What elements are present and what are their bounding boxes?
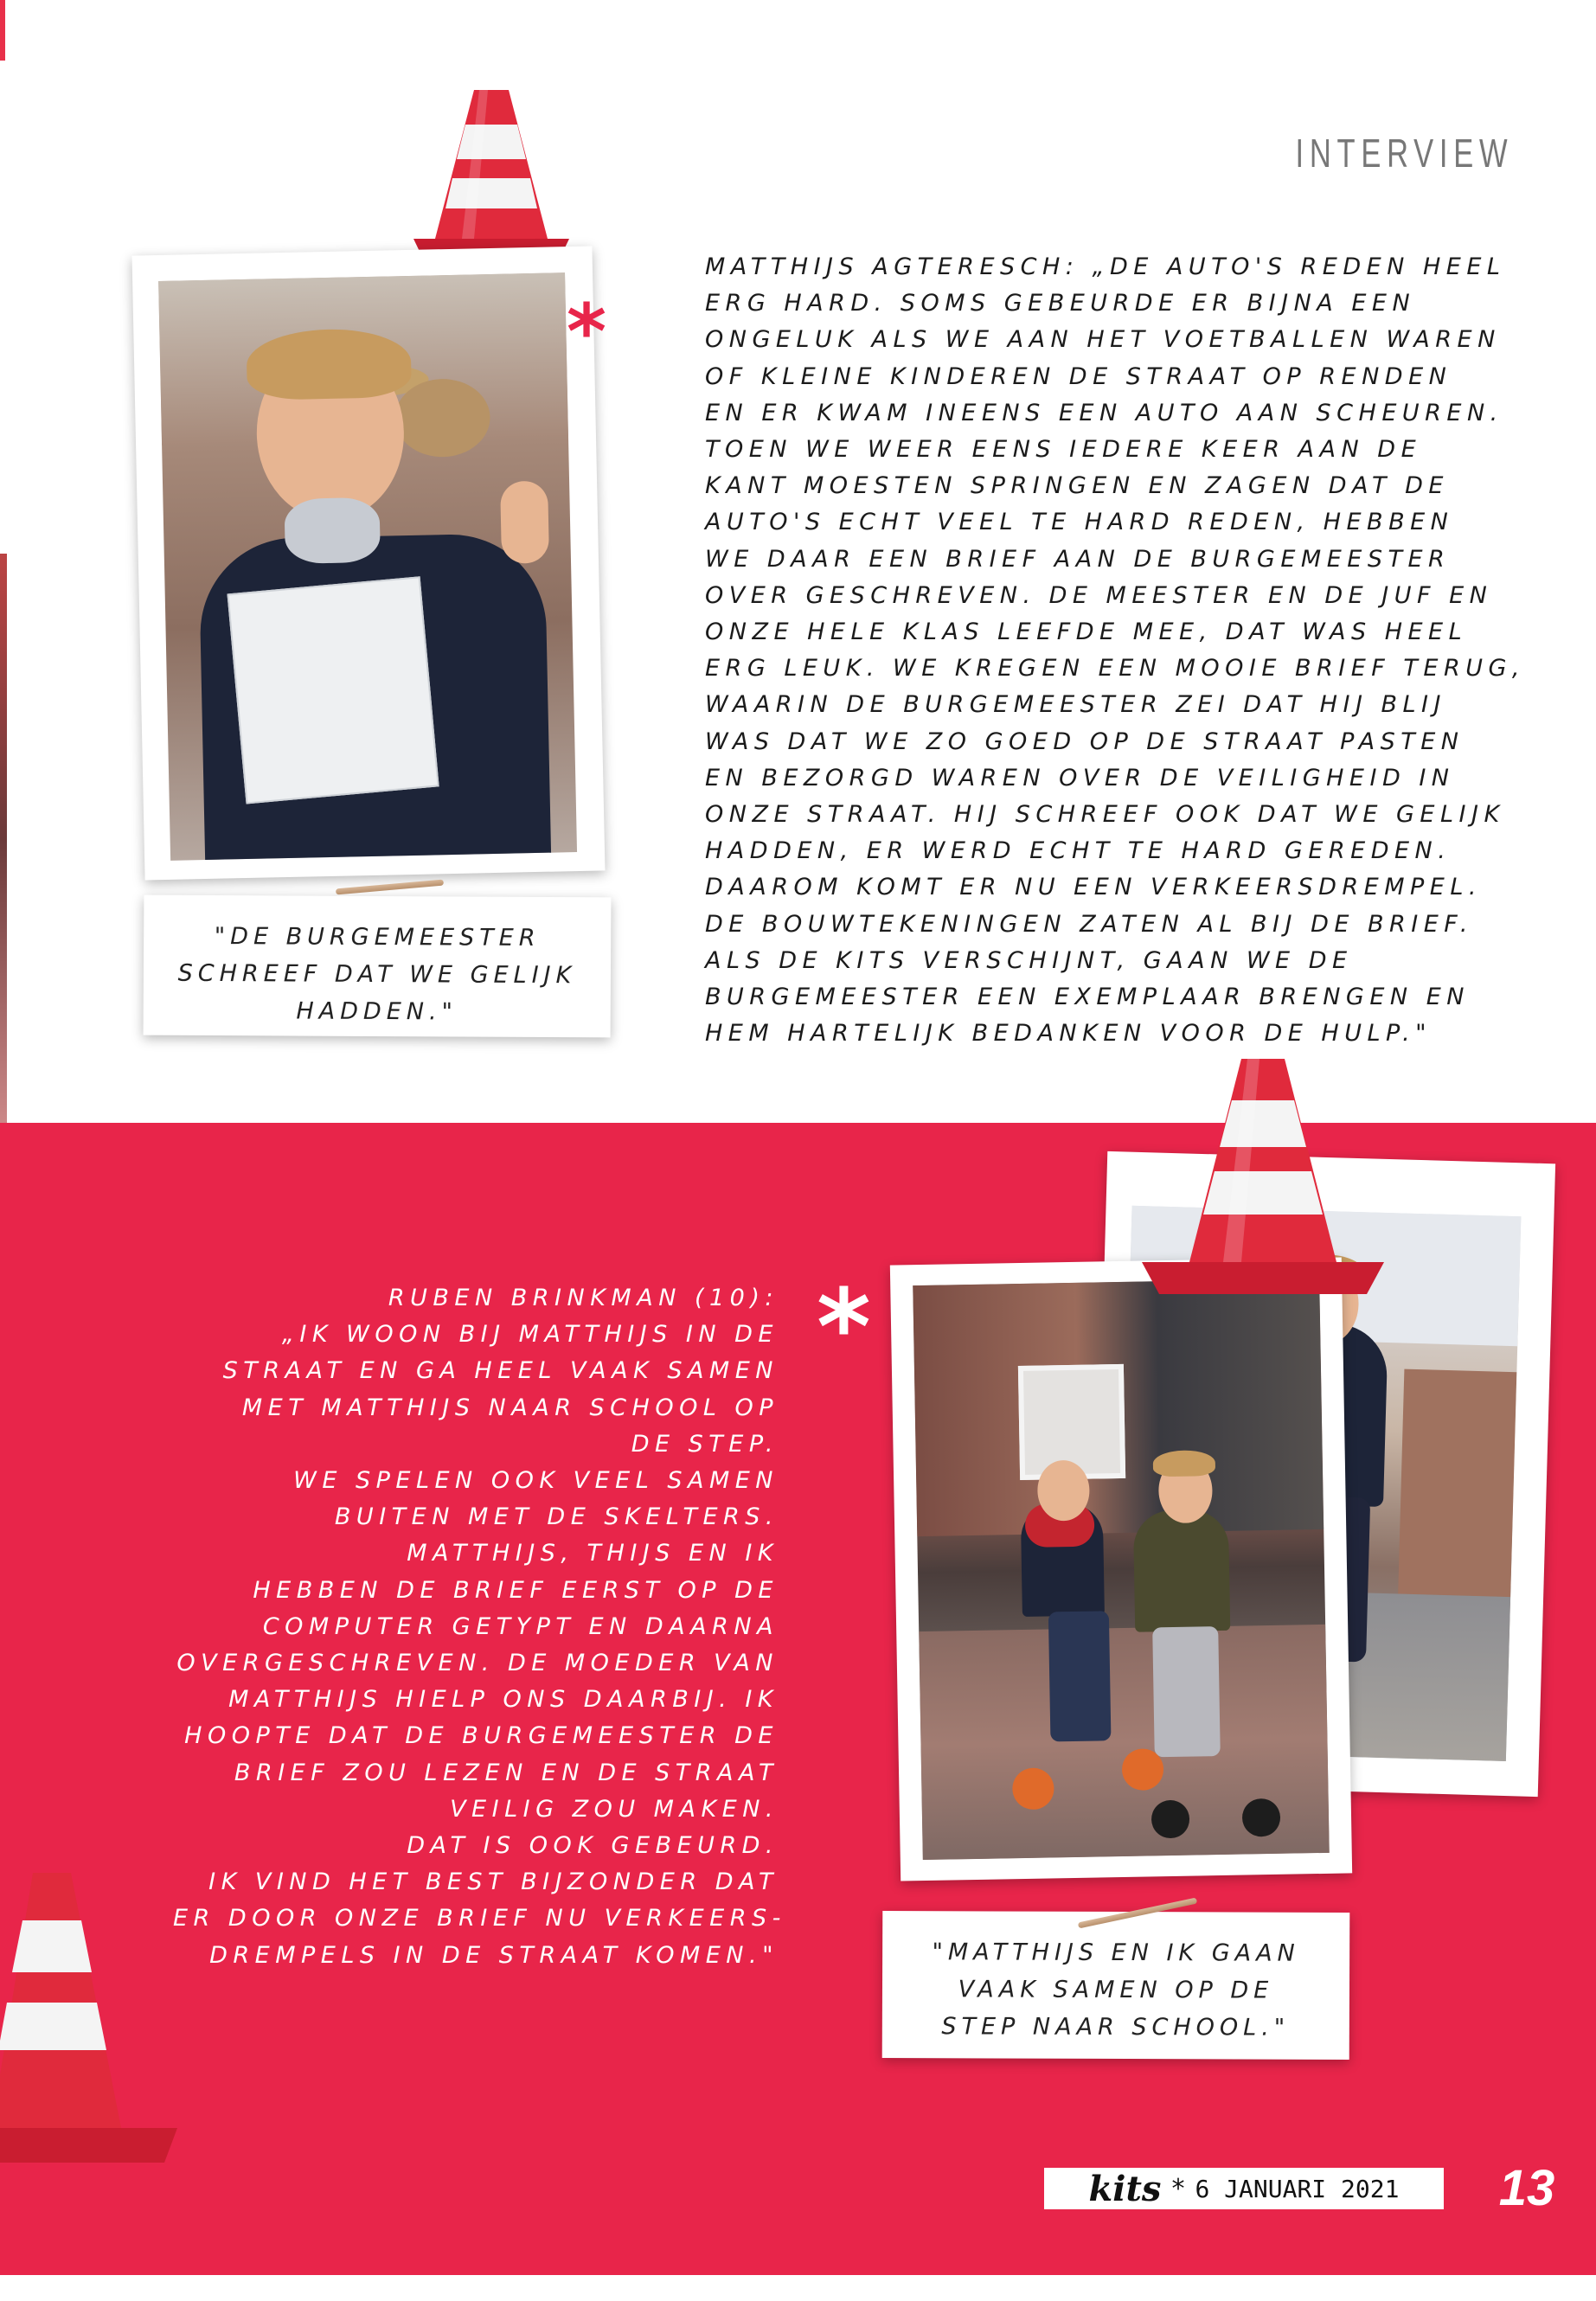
quote-line: COMPUTER GETYPT EN DAARNA — [262, 1612, 779, 1640]
caption-card-top — [144, 895, 612, 1038]
traffic-cone-bottom-left — [0, 1864, 190, 2176]
caption-line: STEP NAAR SCHOOL." — [941, 2013, 1291, 2041]
caption-line: HADDEN." — [296, 997, 458, 1026]
text-line: DE BOUWTEKENINGEN ZATEN AL BIJ DE BRIEF. — [705, 910, 1473, 938]
photo-boy-with-letter — [158, 272, 577, 861]
quote-line: WE SPELEN OOK VEEL SAMEN — [293, 1467, 779, 1495]
text-line: ONZE STRAAT. HIJ SCHREEF OOK DAT WE GELIJK — [705, 801, 1505, 829]
quote-line: BUITEN MET DE SKELTERS. — [334, 1503, 779, 1531]
text-line: ONZE HELE KLAS LEEFDE MEE, DAT WAS HEEL — [705, 619, 1468, 646]
text-line: MATTHIJS AGTERESCH: „DE AUTO'S REDEN HEEL — [705, 253, 1506, 280]
quote-line: MATTHIJS, THIJS EN IK — [407, 1540, 779, 1567]
section-label: INTERVIEW — [1295, 131, 1514, 176]
quote-line: STRAAT EN GA HEEL VAAK SAMEN — [222, 1357, 779, 1385]
quote-line: HOOPTE DAT DE BURGEMEESTER DE — [184, 1722, 779, 1750]
top-edge-mark — [0, 0, 5, 61]
text-line: WAS DAT WE ZO GOED OP DE STRAAT PASTEN — [705, 727, 1465, 755]
quote-line: DREMPELS IN DE STRAAT KOMEN." — [209, 1941, 779, 1969]
caption-line: SCHREEF DAT WE GELIJK — [177, 959, 577, 990]
text-line: WAARIN DE BURGEMEESTER ZEI DAT HIJ BLIJ — [705, 691, 1446, 719]
asterisk-icon: * — [817, 1268, 871, 1388]
traffic-cone-top — [405, 83, 578, 265]
quote-line: HEBBEN DE BRIEF EERST OP DE — [253, 1576, 779, 1604]
quote-line: VEILIG ZOU MAKEN. — [450, 1795, 779, 1823]
quote-line: DAT IS OOK GEBEURD. — [407, 1832, 779, 1860]
photo-frame-matthijs — [131, 247, 605, 881]
pin-stick — [336, 880, 444, 895]
text-line: DAAROM KOMT ER NU EEN VERKEERSDREMPEL. — [705, 874, 1482, 901]
footer-box — [1044, 2168, 1444, 2209]
text-line: ONGELUK ALS WE AAN HET VOETBALLEN WAREN — [705, 326, 1501, 354]
quote-line: BRIEF ZOU LEZEN EN DE STRAAT — [234, 1759, 779, 1786]
caption-bottom-text — [882, 1933, 1349, 2047]
text-line: WE DAAR EEN BRIEF AAN DE BURGEMEESTER — [705, 545, 1451, 573]
caption-line: VAAK SAMEN OP DE — [958, 1976, 1274, 2004]
photo-frame-scooter-duo — [890, 1257, 1352, 1881]
quote-line: IK VIND HET BEST BIJZONDER DAT — [208, 1868, 779, 1896]
text-line: AUTO'S ECHT VEEL TE HARD REDEN, HEBBEN — [705, 509, 1454, 536]
left-edge-strip — [0, 554, 7, 1125]
page-bottom-margin — [0, 2275, 1596, 2301]
footer-star-icon: * — [1171, 2173, 1185, 2204]
text-line: OF KLEINE KINDEREN DE STRAAT OP RENDEN — [705, 362, 1452, 390]
page-number: 13 — [1498, 2160, 1555, 2216]
quote-line: RUBEN BRINKMAN (10): — [388, 1285, 779, 1311]
quote-line: „IK WOON BIJ MATTHIJS IN DE — [281, 1321, 779, 1349]
caption-card-bottom — [882, 1911, 1350, 2060]
text-line: ERG HARD. SOMS GEBEURDE ER BIJNA EEN — [705, 290, 1416, 317]
text-line: HEM HARTELIJK BEDANKEN VOOR DE HULP." — [705, 1020, 1433, 1048]
interview-text — [705, 249, 1525, 1052]
text-line: KANT MOESTEN SPRINGEN EN ZAGEN DAT DE — [705, 472, 1449, 500]
text-line: OVER GESCHREVEN. DE MEESTER EN DE JUF EN — [705, 581, 1493, 609]
quote-line: DE STEP. — [631, 1430, 779, 1458]
quote-ruben — [173, 1280, 786, 1974]
asterisk-icon: * — [567, 287, 607, 376]
footer-brand: kits — [1088, 2168, 1162, 2209]
photo-two-boys-on-scooters — [913, 1279, 1330, 1860]
text-line: ERG LEUK. WE KREGEN EEN MOOIE BRIEF TERUG, — [705, 655, 1525, 683]
quote-line: ER DOOR ONZE BRIEF NU VERKEERS- — [173, 1905, 786, 1932]
text-line: TOEN WE WEER EENS IEDERE KEER AAN DE — [705, 436, 1422, 464]
traffic-cone-middle — [1133, 1050, 1393, 1301]
text-line: ALS DE KITS VERSCHIJNT, GAAN WE DE — [705, 946, 1353, 974]
text-line: EN ER KWAM INEENS EEN AUTO AAN SCHEUREN. — [705, 399, 1503, 426]
caption-line: "DE BURGEMEESTER — [214, 923, 541, 952]
caption-line: "MATTHIJS EN IK GAAN — [932, 1939, 1300, 1967]
text-line: EN BEZORGD WAREN OVER DE VEILIGHEID IN — [705, 764, 1455, 792]
text-line: BURGEMEESTER EEN EXEMPLAAR BRENGEN EN — [705, 984, 1470, 1011]
footer-date: 6 JANUARI 2021 — [1195, 2174, 1400, 2203]
quote-line: OVERGESCHREVEN. DE MOEDER VAN — [176, 1650, 779, 1677]
caption-top-text — [144, 918, 612, 1032]
quote-line: MATTHIJS HIELP ONS DAARBIJ. IK — [228, 1686, 779, 1714]
quote-line: MET MATTHIJS NAAR SCHOOL OP — [241, 1394, 779, 1421]
text-line: HADDEN, ER WERD ECHT TE HARD GEREDEN. — [705, 837, 1452, 865]
